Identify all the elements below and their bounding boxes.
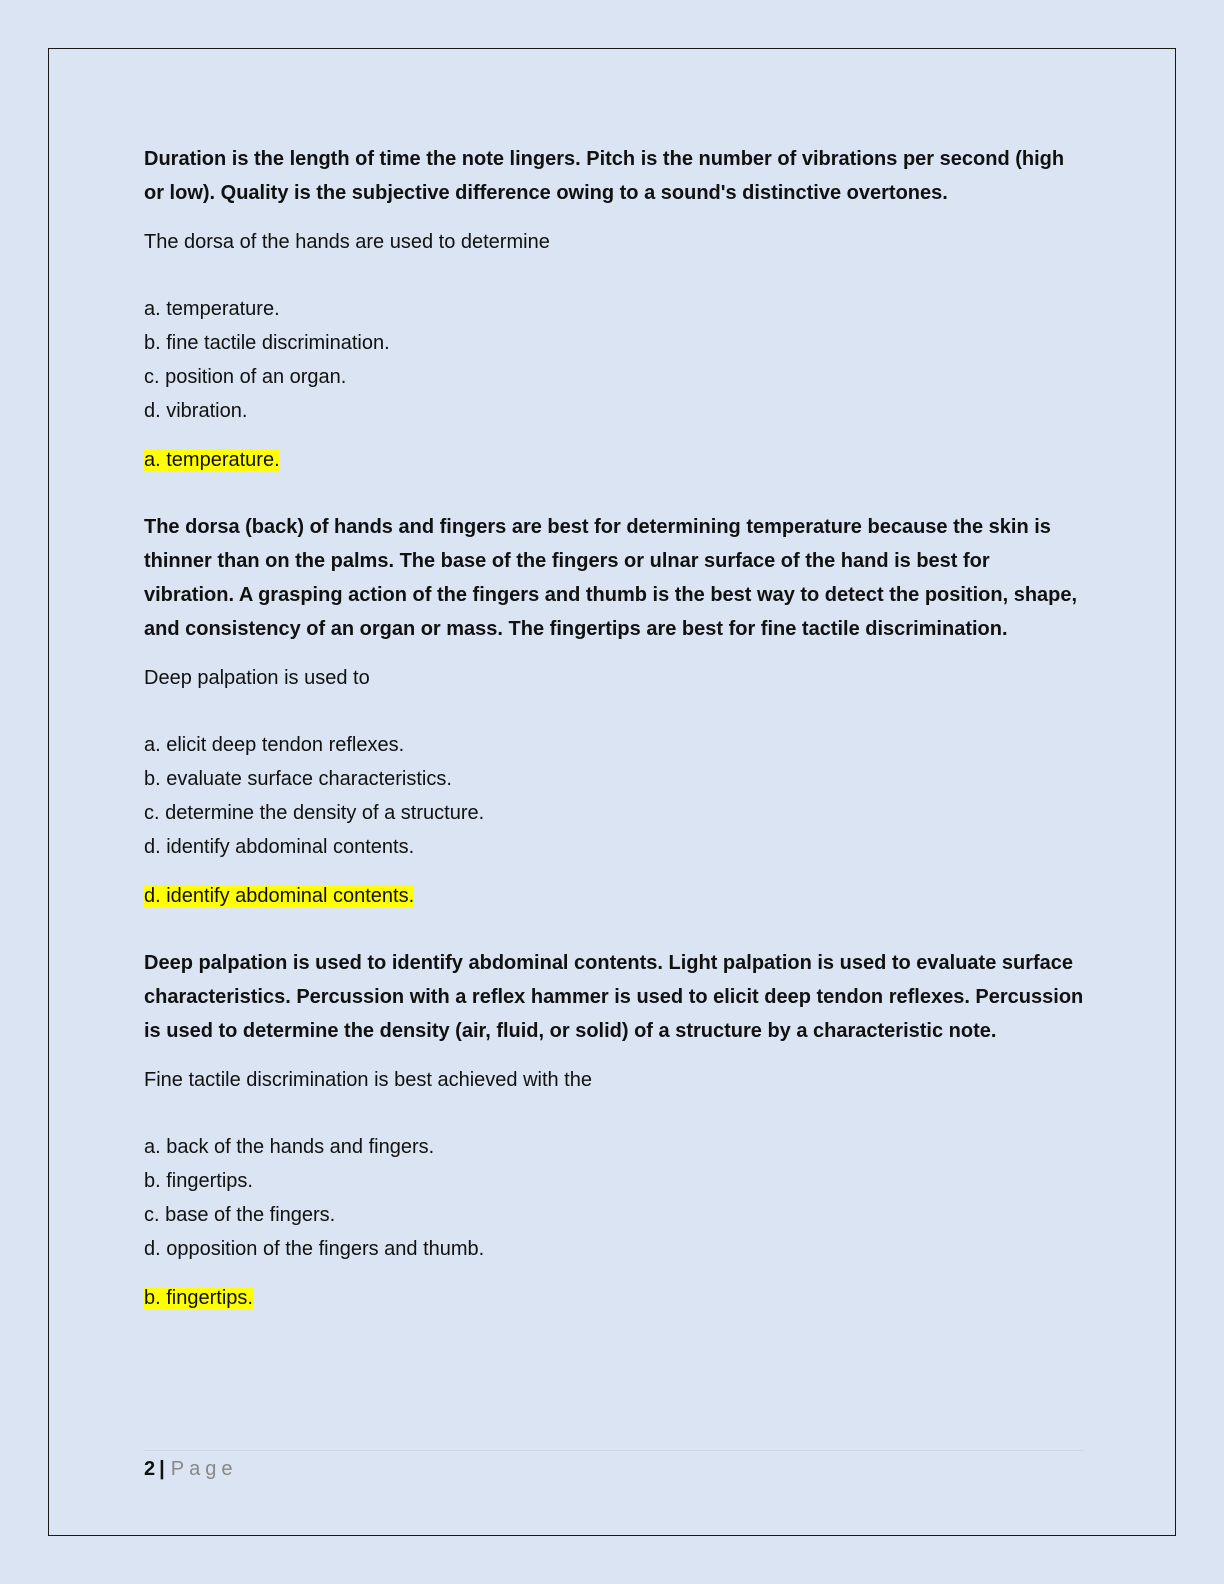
footer-separator: | [159,1458,165,1480]
page-footer [144,1454,237,1484]
option-item: a. temperature. [144,298,280,320]
explanation-paragraph: Duration is the length of time the note lingers. Pitch is the number of vibrations per second (high or low). Quality is the subjective difference owing to a sound's distinctive overtones. [144,148,1065,204]
option-item: c. determine the density of a structure. [144,802,485,824]
option-list [144,1130,1084,1266]
footer-divider [144,1450,1084,1451]
option-item: c. base of the fingers. [144,1204,336,1226]
highlighted-answer: a. temperature. [144,449,280,471]
option-list [144,292,1084,428]
explanation-paragraph: Deep palpation is used to identify abdominal contents. Light palpation is used to evaluate surface characteristics. Percussion with a reflex hammer is used to elicit deep tendon reflexes. Percussion is used to determine the density (air, fluid, or solid) of a structure by a characteristic note. [144,952,1084,1042]
question-text: Deep palpation is used to [144,667,370,689]
option-item: c. position of an organ. [144,366,347,388]
highlighted-answer: d. identify abdominal contents. [144,885,415,907]
question-text: The dorsa of the hands are used to determine [144,231,550,253]
question-text: Fine tactile discrimination is best achieved with the [144,1069,592,1091]
option-list [144,728,1084,864]
option-item: b. fingertips. [144,1170,253,1192]
page-label: Page [170,1458,238,1480]
document-body [144,142,1084,1315]
answer-line [144,1281,1084,1315]
option-item: d. identify abdominal contents. [144,836,415,858]
highlighted-answer: b. fingertips. [144,1287,253,1309]
answer-line [144,879,1084,913]
option-item: d. vibration. [144,400,248,422]
answer-line [144,443,1084,477]
option-item: a. elicit deep tendon reflexes. [144,734,405,756]
option-item: d. opposition of the fingers and thumb. [144,1238,485,1260]
option-item: b. evaluate surface characteristics. [144,768,452,790]
page-number: 2 [144,1458,156,1480]
option-item: b. fine tactile discrimination. [144,332,390,354]
option-item: a. back of the hands and fingers. [144,1136,435,1158]
explanation-paragraph: The dorsa (back) of hands and fingers are best for determining temperature because the skin is thinner than on the palms. The base of the fingers or ulnar surface of the hand is best for vibration. A grasping action of the fingers and thumb is the best way to detect the position, shape, and consistency of an organ or mass. The fingertips are best for fine tactile discrimination. [144,516,1078,640]
